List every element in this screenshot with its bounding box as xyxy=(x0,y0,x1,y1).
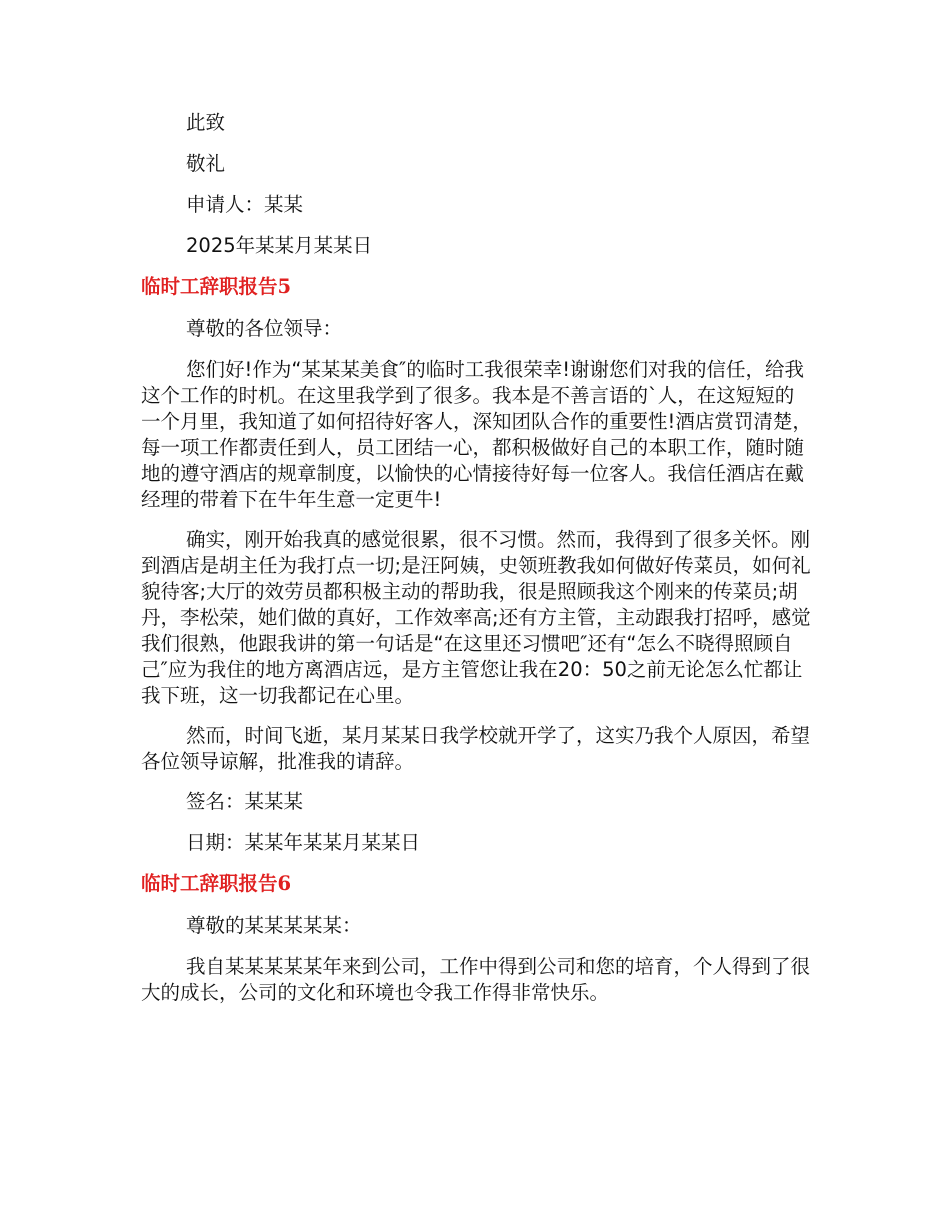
report5-paragraph-3: 然而，时间飞逝，某月某某日我学校就开学了，这实乃我个人原因，希望各位领导谅解，批准我的请辞。 xyxy=(141,724,811,773)
closing-ci-zhi: 此致 xyxy=(186,111,226,134)
applicant-line: 申请人：某某 xyxy=(186,193,304,216)
document-body xyxy=(141,110,813,1020)
report6-paragraph-1: 我自某某某某某年来到公司，工作中得到公司和您的培育，个人得到了很大的成长，公司的文化和环境也令我工作得非常快乐。 xyxy=(141,955,811,1004)
report5-signature: 签名：某某某 xyxy=(186,790,304,813)
closing-jing-li: 敬礼 xyxy=(186,152,226,175)
report5-paragraph-2: 确实，刚开始我真的感觉很累，很不习惯。然而，我得到了很多关怀。刚到酒店是胡主任为我打点一切;是汪阿姨，史领班教我如何做好传菜员，如何礼貌待客;大厅的效劳员都积极主动的帮助我，很是照顾我这个刚来的传菜员;胡丹，李松荣，她们做的真好，工作效率高;还有方主管，主动跟我打招呼，感觉我们很熟，他跟我讲的第一句话是“在这里还习惯吧″还有“怎么不晓得照顾自己″应为我住的地方离酒店远，是方主管您让我在20：50之前无论怎么忙都让我下班，这一切我都记在心里。 xyxy=(141,528,811,707)
report6-heading: 临时工辞职报告6 xyxy=(141,872,292,895)
report5-heading: 临时工辞职报告5 xyxy=(141,275,292,298)
report5-salutation: 尊敬的各位领导： xyxy=(186,317,343,340)
report5-paragraph-1: 您们好!作为“某某某美食″的临时工我很荣幸!谢谢您们对我的信任，给我这个工作的时机。在这里我学到了很多。我本是不善言语的`人，在这短短的一个月里，我知道了如何招待好客人，深知团队合作的重要性!酒店赏罚清楚，每一项工作都责任到人，员工团结一心，都积极做好自己的本职工作，随时随地的遵守酒店的规章制度，以愉快的心情接待好每一位客人。我信任酒店在戴经理的带着下在牛年生意一定更牛! xyxy=(141,358,812,511)
closing-date: 2025年某某月某某日 xyxy=(186,234,373,257)
report6-salutation: 尊敬的某某某某某： xyxy=(186,914,362,937)
report5-date: 日期：某某年某某月某某日 xyxy=(186,831,421,854)
